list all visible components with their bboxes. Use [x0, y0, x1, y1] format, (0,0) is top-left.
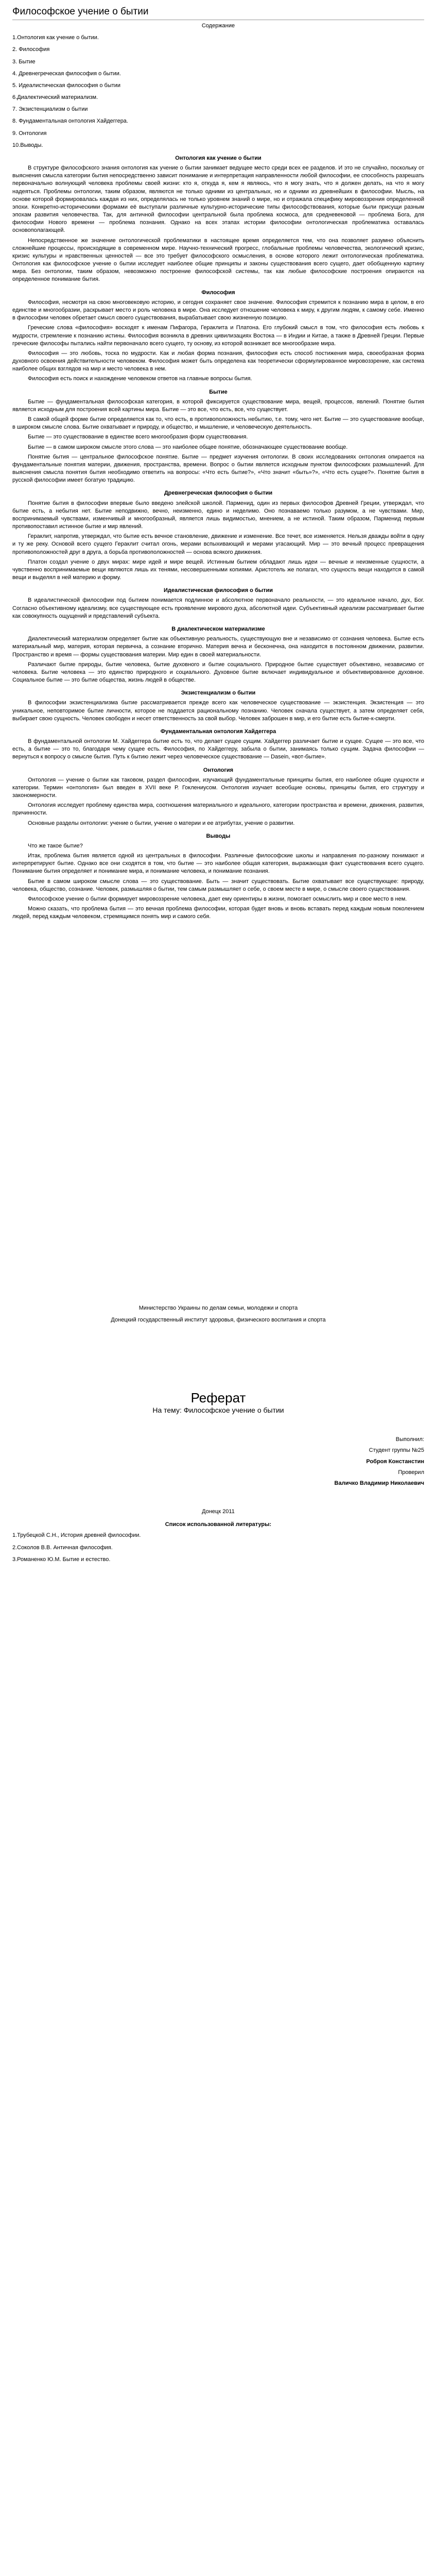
literature-item: 1.Трубецкой С.Н., История древней философии.	[12, 1532, 141, 1539]
cover-performed-label: Выполнил:	[395, 1436, 424, 1443]
section-heading: Онтология	[203, 767, 234, 773]
section-paragraph: Греческие слова «философия» восходят к именам Пифагора, Гераклита и Платона. Его глубокий смысл в том, что философия есть любовь к мудрости, стремление к познанию истины. Философия возникла в древних цивилизациях Востока — в Индии и Китае, а также в Древней Греции. Первые греческие философы пытались найти первоначало всего сущего, ту основу, из которой возникает все многообразие мира.	[12, 325, 424, 347]
cover-theme: На тему: Философское учение о бытии	[152, 1405, 284, 1414]
section-heading: Бытие	[209, 388, 228, 395]
section-heading: Философия	[201, 289, 235, 296]
section-paragraph: Основные разделы онтологии: учение о бытии, учение о материи и ее атрибутах, учение о развитии.	[28, 820, 295, 826]
cover-student: Студент группы №25	[369, 1447, 424, 1454]
cover-spacer	[12, 1328, 424, 1390]
literature-item: 3.Романенко Ю.М. Бытие и естество.	[12, 1556, 111, 1563]
section-paragraph: В фундаментальной онтологии М. Хайдеггера бытие есть то, что делает сущее сущим. Хайдеггер различает бытие и сущее. Сущее — это все, что есть, а бытие — это то, благодаря чему сущее есть. Философия, по Хайдеггеру, забыла о бытии, занимаясь только сущим. Задача философии — вернуться к вопросу о смысле бытия. Путь к бытию лежит через человеческое существование — Dasein, «вот-бытие».	[12, 738, 424, 760]
section-paragraph: Понятие бытия в философии впервые было введено элейской школой. Парменид, один из первых философов Древней Греции, утверждал, что бытие есть, а небытия нет. Бытие неподвижно, вечно, неизменно, едино и неделимо. Оно познаваемо только разумом, а не чувствами. Мир, воспринимаемый чувствами, изменчивый и многообразный, является лишь видимостью, мнением, а не истиной. Таким образом, Парменид первым противопоставил истинное бытие и мир явлений.	[12, 500, 424, 530]
section-heading: Онтология как учение о бытии	[175, 155, 261, 161]
section-paragraph: Итак, проблема бытия является одной из центральных в философии. Различные философские школы и направления по-разному понимают и интерпретируют бытие. Однако все они сходятся в том, что бытие — это наиболее общая категория, выражающая факт существования всего сущего. Понимание бытия определяет и понимание мира, и понимание человека, и понимание познания.	[12, 853, 424, 875]
toc-item: 9. Онтология	[12, 130, 47, 137]
section-heading: Древнегреческая философия о бытии	[164, 490, 273, 497]
section-paragraph: Бытие — фундаментальная философская категория, в которой фиксируется существование мира, вещей, процессов, явлений. Понятие бытия является исходным для построения всей картины мира. Бытие — это все, что есть, все, что существует.	[12, 398, 424, 413]
table-of-contents	[12, 34, 424, 149]
section-paragraph: Диалектический материализм определяет бытие как объективную реальность, существующую вне и независимо от сознания человека. Бытие есть материальный мир, материя, которая первична, а сознание вторично. Материя вечна и бесконечна, она находится в постоянном движении, развитии. Пространство и время — формы существования материи. Мир един в своей материальности.	[12, 636, 424, 658]
section-paragraph: Непосредственное же значение онтологической проблематики в настоящее время определяется тем, что она позволяет разумно объяснить сложнейшие процессы, происходящие в современном мире. Научно-технический прогресс, глобальные проблемы человечества, экологический кризис, кризис культуры и нравственных ценностей — все это требует философского осмысления, в основе которого лежит онтологическая проблематика. Онтология как философское учение о бытии исследует наиболее общие принципы и законы существования всего сущего, дает обобщенную картину мира. Без онтологии, таким образом, невозможно построение философской системы, так как любые философские построения опираются на определенное понимание бытия.	[12, 237, 424, 283]
document-body	[12, 155, 424, 921]
toc-item: 6.Диалектический материализм.	[12, 94, 98, 101]
section-paragraph: Можно сказать, что проблема бытия — это вечная проблема философии, которая будет вновь и вновь вставать перед каждым новым поколением людей, перед каждым человеком, стремящимся понять мир и самого себя.	[12, 906, 424, 920]
section-paragraph: В структуре философского знания онтология как учение о бытии занимает ведущее место среди всех ее разделов. И это не случайно, поскольку от выяснения смысла категории бытия непосредственно зависит понимание и интерпретация направленности любой философии, ее способность разрешать первоначально волнующий человека проблемы своей жизни: кто я, откуда я, кем я являюсь, что я могу знать, что я должен делать, на что я могу надеяться. Проблемы онтологии, таким образом, являются не только одними из центральных, но и одними из древнейших в философии. Мысль, на основе которой формировалась каждая из них, определялась не только уровнем знаний о мире, но и отражала специфику мировоззрения определенной эпохи. Конкретно-историческими формами её выступали различные культурно-исторические типы философствования, которые были присущи разным эпохам развития человечества. Так, для античной философии центральной была проблема космоса, для средневековой — проблема Бога, для философии Нового времени — проблема познания. Однако на всех этапах истории философии онтологическая проблематика оставалась основополагающей.	[12, 165, 424, 234]
toc-item: 7. Экзистенциализм о бытии	[12, 106, 88, 113]
toc-item: 2. Философия	[12, 46, 50, 53]
section-paragraph: Философия, несмотря на свою многовековую историю, и сегодня сохраняет свое значение. Философия стремится к познанию мира в целом, в его единстве и многообразии, раскрывает место и роль человека в мире. Она исследует отношение человека к миру, к другим людям, к самому себе. Именно в философии человек обретает смысл своего существования, вырабатывает свою жизненную позицию.	[12, 299, 424, 321]
cover-checked-label: Проверил	[398, 1469, 424, 1476]
section-paragraph: Онтология — учение о бытии как таковом, раздел философии, изучающий фундаментальные принципы бытия, его наиболее общие сущности и категории. Термин «онтология» был введен в XVII веке Р. Гоклениусом. Онтология изучает всеобщие основы, принципы бытия, его структуру и закономерности.	[12, 776, 424, 799]
section-paragraph: В идеалистической философии под бытием понимается подлинное и абсолютное первоначало реальности, — это идеальное начало, дух, Бог. Согласно объективному идеализму, все существующее есть проявление мирового духа, абсолютной идеи. Субъективный идеализм рассматривает бытие как совокупность ощущений и представлений субъекта.	[12, 597, 424, 619]
cover-institute: Донецкий государственный институт здоровья, физического воспитания и спорта	[111, 1316, 326, 1323]
section-paragraph: Философия есть поиск и нахождение человеком ответов на главные вопросы бытия.	[28, 376, 252, 382]
section-paragraph: Философское учение о бытии формирует мировоззрение человека, дает ему ориентиры в жизни, помогает осмыслить мир и свое место в нем.	[28, 895, 407, 902]
section-heading: В диалектическом материализме	[171, 626, 265, 632]
section-paragraph: Что же такое бытие?	[28, 842, 83, 849]
section-heading: Идеалистическая философия о бытии	[163, 587, 273, 594]
toc-item: 1.Онтология как учение о бытии.	[12, 35, 99, 41]
toc-item: 4. Древнегреческая философия о бытии.	[12, 70, 121, 77]
section-paragraph: Бытие — это существование в единстве всего многообразия форм существования.	[28, 434, 248, 440]
page-title: Философское учение о бытии	[12, 6, 149, 17]
section-paragraph: Понятие бытия — центральное философское понятие. Бытие — предмет изучения онтологии. В своих исследованиях онтология опирается на фундаментальные понятия материи, движения, пространства, времени. Вопрос о бытии является исходным пунктом философских размышлений. Для выяснения смысла понятия бытия необходимо ответить на вопросы: «Что есть бытие?», «Что значит «быть»?», «Что есть сущее?». Понятие бытия в русской философии имеет богатую традицию.	[12, 453, 424, 484]
section-paragraph: Гераклит, напротив, утверждал, что бытие есть вечное становление, движение и изменение. Все течет, все изменяется. Нельзя дважды войти в одну и ту же реку. Основой всего сущего Гераклит считал огонь, мерами вспыхивающий и мерами угасающий. Мир — это вечный процесс превращения противоположностей друг в друга, а борьба противоположностей — основа всякого движения.	[12, 533, 424, 555]
section-heading: Экзистенциализм о бытии	[181, 690, 256, 697]
literature-item: 2.Соколов В.В. Античная философия.	[12, 1544, 113, 1551]
section-paragraph: Бытие в самом широком смысле слова — это существование. Быть — значит существовать. Бытие охватывает все существующее: природу, человека, общество, сознание. Человек, размышляя о бытии, тем самым размышляет о себе, о своем месте в мире, о смысле своего существования.	[12, 878, 424, 892]
section-paragraph: В философии экзистенциализма бытие рассматривается прежде всего как человеческое существование — экзистенция. Экзистенция — это уникальное, неповторимое бытие личности, которое не поддается рациональному познанию. Человек сначала существует, а затем определяет себя, выбирает свою сущность. Человек свободен и несет ответственность за свой выбор. Человек заброшен в мир, и его бытие есть бытие-к-смерти.	[12, 700, 424, 722]
page-spacer	[12, 923, 424, 1304]
section-paragraph: Онтология исследует проблему единства мира, соотношения материального и идеального, категории пространства и времени, движения, развития, причинности.	[12, 802, 424, 817]
literature-heading: Список использованной литературы:	[165, 1521, 272, 1528]
toc-item: 8. Фундаментальная онтология Хайдеггера.	[12, 118, 128, 125]
toc-item: 5. Идеалистическая философия о бытии	[12, 82, 121, 89]
section-paragraph: Различают бытие природы, бытие человека, бытие духовного и бытие социального. Природное бытие существует объективно, независимо от человека. Бытие человека — это единство природного и социального. Духовное бытие включает индивидуальное и объективированное духовное. Социальное бытие — это бытие общества, жизнь людей в обществе.	[12, 661, 424, 684]
section-paragraph: В самой общей форме бытие определяется как то, что есть, в противоположность небытию, т.е. тому, чего нет. Бытие — это существование вообще, в широком смысле слова. Бытие охватывает и природу, и общество, и мышление, и человеческую деятельность.	[12, 416, 424, 431]
cover-teacher: Валичко Владимир Николаевич	[334, 1480, 424, 1486]
literature-list	[12, 1532, 424, 1564]
toc-heading: Содержание	[201, 23, 235, 29]
section-heading: Фундаментальная онтология Хайдеггера	[160, 728, 276, 735]
toc-item: 10.Выводы.	[12, 142, 43, 148]
toc-item: 3. Бытие	[12, 58, 36, 65]
cover-city-year: Донецк 2011	[202, 1509, 235, 1515]
cover-ministry: Министерство Украины по делам семьи, молодежи и спорта	[138, 1304, 298, 1311]
section-paragraph: Философия — это любовь, тоска по мудрости. Как и любая форма познания, философия есть способ постижения мира, своеобразная форма духовного освоения действительности человеком. Философия может быть определена как теоретически сформулированное мировоззрение, как система наиболее общих взглядов на мир и место человека в нем.	[12, 350, 424, 372]
cover-student-name: Роброя Констанстин	[366, 1458, 424, 1465]
section-paragraph: Бытие — в самом широком смысле этого слова — это наиболее общее понятие, обозначающее существование вообще.	[28, 444, 348, 450]
section-paragraph: Платон создал учение о двух мирах: мире идей и мире вещей. Истинным бытием обладают лишь идеи — вечные и неизменные сущности, а чувственно воспринимаемые вещи являются лишь их тенями, несовершенными копиями. Аристотель же полагал, что сущность вещи находится в самой вещи и выделял в ней материю и форму.	[12, 558, 424, 581]
section-heading: Выводы	[206, 833, 231, 839]
cover-title: Реферат	[190, 1389, 246, 1405]
